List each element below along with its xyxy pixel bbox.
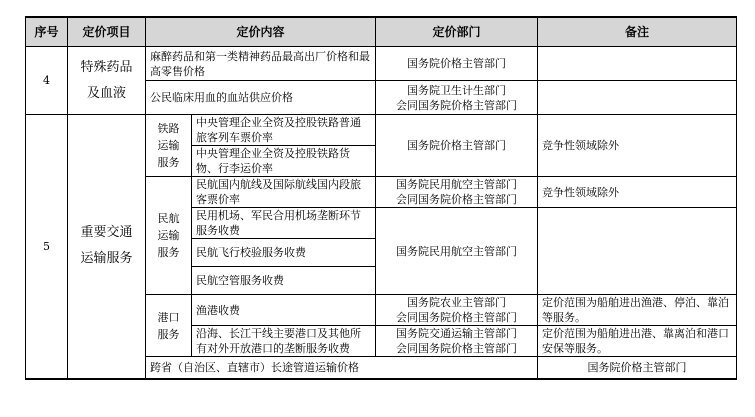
header-content: 定价内容 [146,17,376,47]
dept-cell: 国务院民用航空主管部门 [376,208,538,295]
note-cell: 定价范围为船舶进出港、靠离泊和港口安保等服务。 [538,326,737,357]
price-catalog-table [25,16,737,380]
dept-cell: 国务院卫生计生部门 会同国务院价格主管部门 [376,81,538,115]
item-line: 特殊药品 [80,59,133,75]
seq-cell: 4 [26,47,68,115]
note-cell: 定价范围为船舶进出渔港、停泊、靠泊等服务。 [538,295,737,326]
dept-cell: 国务院价格主管部门 [538,357,737,379]
content-cell: 中央管理企业全资及控股铁路货物、行李运价率 [192,146,376,177]
subcategory-aviation: 民航 运输 服务 [146,177,192,295]
subcategory-port: 港口 服务 [146,295,192,357]
note-cell [538,47,737,81]
content-cell: 渔港收费 [192,295,376,326]
header-seq: 序号 [26,17,68,47]
note-cell: 竞争性领域除外 [538,177,737,208]
content-cell: 民航飞行校验服务收费 [192,239,376,267]
content-cell: 民用机场、军民合用机场垄断环节服务收费 [192,208,376,239]
item-line: 重要交通 [80,225,133,241]
dept-cell: 国务院民用航空主管部门 会同国务院价格主管部门 [376,177,538,208]
content-cell: 中央管理企业全资及控股铁路普通旅客列车票价率 [192,115,376,146]
dept-cell: 国务院价格主管部门 [376,47,538,81]
content-cell: 麻醉药品和第一类精神药品最高出厂价格和最高零售价格 [146,47,376,81]
dept-cell: 国务院交通运输主管部门 会同国务院价格主管部门 [376,326,538,357]
item-line: 运输服务 [80,251,133,267]
item-cell [68,115,146,379]
content-cell: 民航国内航线及国际航线国内段旅客票价率 [192,177,376,208]
header-note: 备注 [538,17,737,47]
content-cell: 沿海、长江干线主要港口及其他所有对外开放港口的垄断服务收费 [192,326,376,357]
header-row [26,17,737,47]
seq-cell: 5 [26,115,68,379]
item-line: 及血液 [86,85,126,101]
subcategory-railway: 铁路 运输 服务 [146,115,192,177]
note-cell: 竞争性领域除外 [538,115,737,177]
table-row [26,115,737,146]
content-cell: 跨省（自治区、直辖市）长途管道运输价格 [146,357,538,379]
table-row [26,47,737,81]
header-item: 定价项目 [68,17,146,47]
content-cell: 民航空管服务收费 [192,267,376,295]
header-dept: 定价部门 [376,17,538,47]
dept-cell: 国务院价格主管部门 [376,115,538,177]
item-cell [68,47,146,115]
note-cell [538,208,737,295]
dept-cell: 国务院农业主管部门 会同国务院价格主管部门 [376,295,538,326]
content-cell: 公民临床用血的血站供应价格 [146,81,376,115]
note-cell [538,81,737,115]
